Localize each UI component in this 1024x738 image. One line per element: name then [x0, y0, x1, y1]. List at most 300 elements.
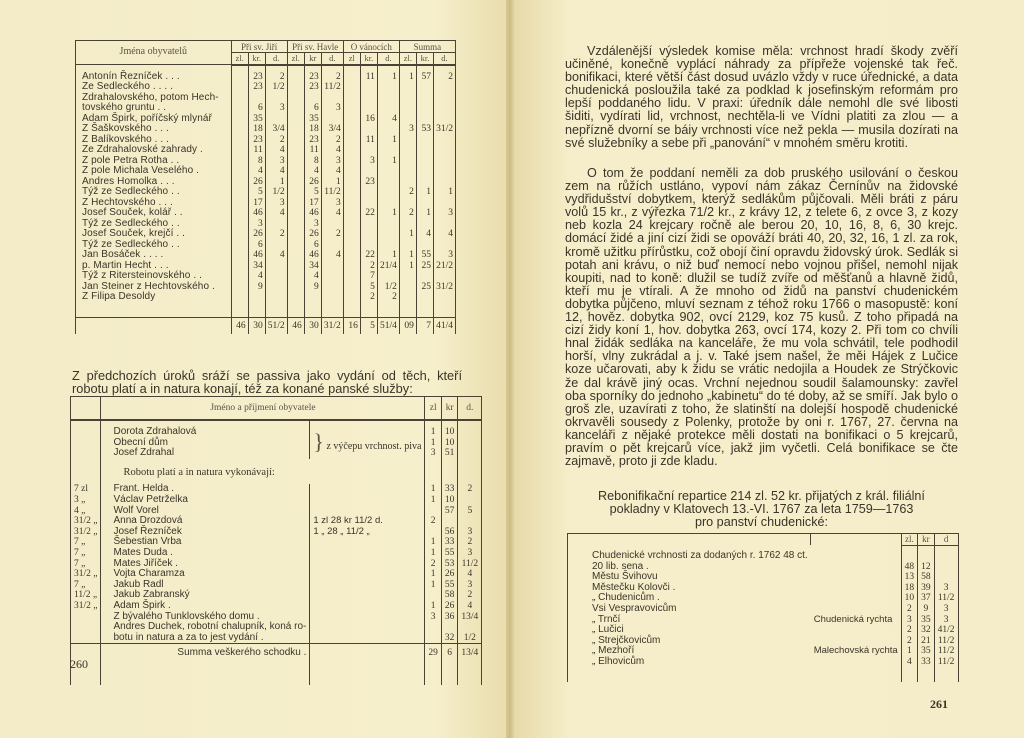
amount-cell: 23 — [304, 65, 321, 83]
amount-cell: 18 — [248, 124, 265, 135]
amount-d: 1/2 — [458, 633, 482, 644]
resident-name: Týž z Ritersteinovského . . — [76, 271, 232, 282]
amount-cell — [287, 156, 304, 167]
header-name: Jména obyvatelů — [76, 41, 232, 65]
amount-cell — [231, 135, 248, 146]
amount-cell: 1/2 — [265, 187, 287, 198]
amount-cell — [360, 103, 377, 114]
summa-cell — [433, 219, 455, 230]
summa-cell — [399, 177, 416, 188]
tail-cell — [101, 663, 310, 685]
summa-cell: 3 — [399, 124, 416, 135]
summa-cell — [416, 219, 433, 230]
summa-cell: 1 — [416, 208, 433, 219]
amount-kr: 9 — [918, 604, 935, 615]
amount-cell — [360, 240, 377, 251]
summa-cell — [399, 166, 416, 177]
amount-zl: 3 — [901, 615, 918, 626]
row-note — [310, 559, 425, 570]
amount-kr: 58 — [918, 572, 935, 583]
section-title: Robotu platí a in natura vykonávají: — [101, 459, 425, 485]
summa-cell: 57 — [416, 65, 433, 83]
summa-cell — [433, 114, 455, 125]
table-row — [76, 271, 456, 282]
amount-cell: 11 — [360, 135, 377, 146]
amount-cell — [360, 93, 377, 104]
amount-kr: 26 — [441, 601, 458, 612]
amount-cell — [231, 229, 248, 240]
robot-amount — [71, 622, 101, 633]
amount-zl — [425, 506, 442, 517]
rychta-note — [811, 593, 901, 604]
total-cell: 30 — [248, 317, 265, 334]
amount-cell — [231, 156, 248, 167]
amount-cell — [287, 208, 304, 219]
amount-cell — [377, 177, 399, 188]
resident-name: p. Martin Hecht . . . — [76, 261, 232, 272]
amount-cell: 18 — [304, 124, 321, 135]
amount-cell — [231, 177, 248, 188]
amount-d: 11/2 — [934, 636, 958, 647]
tail-row — [71, 663, 482, 685]
amount-cell — [304, 93, 321, 104]
spacer-cell — [360, 303, 377, 318]
amount-zl: 2 — [425, 516, 442, 527]
amount-cell — [360, 229, 377, 240]
amount-cell: 46 — [248, 250, 265, 261]
amount-cell — [343, 114, 360, 125]
table-row — [71, 601, 482, 612]
amount-cell — [287, 114, 304, 125]
amount-zl: 13 — [901, 572, 918, 583]
summa-cell — [433, 156, 455, 167]
totals-label — [76, 317, 232, 334]
residents-table — [75, 40, 456, 334]
resident-name: Josef Souček, kolář . . — [76, 208, 232, 219]
header-name: Jméno a příjmení obyvatele — [101, 397, 425, 421]
amount-d: 3 — [934, 583, 958, 594]
paragraph-2: O tom že poddaní neměli za dob pruského usilování o českou zem na růžích ustláno, vypoví nám zákaz Černínův na židovské vydřidušství dobytkem, kterýž sedlákům půjčovali. Měli bráti z páru volů 15 kr., z výřezka 71/2 kr., z krávy 12, z telete 6, z ovce 3, z kozy neb kozla 24 krejcary ročně ale berou 20, 10, 16, 8, 6, 30 krejc. domácí židé a jiní cizí židi se opováží bráti 40, 20, 32, 16, 1 zl. za rok, kromě užitku přírůstku, což obojí činí opravdu židovský úrok. Sedlák si potah ani krávu, o niž buď nemocí nebo vojnou přišel, nemohl nijak koupiti, nad to koně: dlužil se tudíž zvíře od měšťanů a hlavně židů, kteří mu je vtírali. A že mnoho od židů na panství chudenickém dobytka půjčeno, mluví seznam z téhož roku 1766 o masopustě: koní 12, hověz. dobytka 902, ovcí 2129, koz 75 kusů. Z toho připadá na cizí židy koní 1, hov. dobytka 263, ovcí 174, kozy 2. Při tom co chvíli hnal židák sedláka na kanceláře, že mu vola schvátil, tele podhodil horší, vlny zukrádal a j. v. Také jsem našel, že měi Hájek z Lučice koze učarovati, aby k židu se vrátic nedojila a Houdek ze Strýčkovic že dal krávě jiný ocas. Vrchní nejednou soudil šalamounsky: zavřel oba sporníky do jednoho „kabinetu“ do té doby, až se smíří. Jak bylo o groš zle, uzavírati z toho, že slatinští na dolejší hospodě chudenické okrvavěli sousedy z Polenky, protože by oni r. 1767, 27. června na kanceláři z nějaké protekce měli dostati na bonifikaci o 5 krejcarů, pravím o pět krejcarů více, jakž jim vyčetli. Celá bonifikace se čte zajmavě, proto ji zde kladu. — [565, 166, 958, 469]
summa-cell: 3 — [433, 250, 455, 261]
amount-kr: 37 — [918, 593, 935, 604]
summa-cell — [399, 198, 416, 209]
amount-d — [934, 545, 958, 562]
header-amount-col — [71, 397, 101, 421]
amount-cell — [287, 65, 304, 83]
amount-cell: 4 — [265, 166, 287, 177]
amount-d: 3 — [458, 548, 482, 559]
robot-amount: 31/2 „ — [71, 601, 101, 612]
amount-cell — [287, 187, 304, 198]
table-row — [568, 657, 959, 682]
summa-cell — [416, 82, 433, 93]
amount-cell: 46 — [304, 250, 321, 261]
total-cell: 46 — [287, 317, 304, 334]
robot-amount: 11/2 „ — [71, 590, 101, 601]
amount-cell — [231, 250, 248, 261]
spacer-cell — [287, 303, 304, 318]
amount-cell — [377, 271, 399, 282]
amount-cell — [231, 240, 248, 251]
amount-cell: 46 — [304, 208, 321, 219]
amount-cell — [287, 177, 304, 188]
resident-name: Jan Bosáček . . . . — [76, 250, 232, 261]
row-note — [310, 495, 425, 506]
amount-cell — [343, 292, 360, 303]
recipient-name: Městu Švihovu — [568, 572, 811, 583]
amount-cell — [304, 292, 321, 303]
resident-name: Jan Steiner z Hechtovského . — [76, 282, 232, 293]
header-unit: kr — [304, 53, 321, 65]
summa-cell — [399, 240, 416, 251]
amount-cell: 26 — [304, 229, 321, 240]
resident-name: Týž ze Sedleckého . . — [76, 240, 232, 251]
person-name: Wolf Vorel — [101, 506, 310, 517]
spacer-cell — [76, 303, 232, 318]
resident-name: Ze Zdrahalovské zahrady . — [76, 145, 232, 156]
amount-cell: 8 — [304, 156, 321, 167]
amount-zl: 1 — [901, 646, 918, 657]
amount-zl — [425, 590, 442, 601]
amount-cell: 3/4 — [265, 124, 287, 135]
beer-name: Obecní dům — [113, 436, 168, 448]
residents-body — [76, 65, 456, 335]
table-row — [76, 292, 456, 303]
amount-cell: 2 — [265, 229, 287, 240]
amount-cell: 4 — [304, 271, 321, 282]
amount-cell: 23 — [304, 82, 321, 93]
sum-row — [71, 644, 482, 663]
amount-d: 4 — [458, 601, 482, 612]
amount-cell: 26 — [304, 177, 321, 188]
amount-cell — [231, 292, 248, 303]
amount-zl — [901, 545, 918, 562]
amount-cell: 6 — [248, 240, 265, 251]
summa-cell — [399, 219, 416, 230]
table-row — [76, 82, 456, 93]
amount-cell: 1 — [377, 208, 399, 219]
robot-amount — [71, 612, 101, 623]
recipient-name: Chudenické vrchnosti za dodaných r. 1762 48 ct. — [568, 545, 811, 562]
spacer-cell — [321, 303, 343, 318]
table-row — [76, 124, 456, 135]
recipient-name: „ Chudenicům . — [568, 593, 811, 604]
amount-cell — [287, 166, 304, 177]
amount-cell — [287, 93, 304, 104]
row-note — [310, 580, 425, 591]
amount-cell: 3 — [321, 103, 343, 114]
amount-cell — [287, 240, 304, 251]
row-note — [310, 484, 425, 495]
amount-cell: 1 — [377, 135, 399, 146]
amount-cell: 35 — [248, 114, 265, 125]
header-unit: zl. — [231, 53, 248, 65]
beer-group-row — [71, 420, 482, 459]
beer-kr: 10 — [444, 437, 455, 448]
amount-cell — [343, 82, 360, 93]
beer-name: Josef Zdrahal — [113, 447, 175, 459]
amount-cell — [377, 166, 399, 177]
amount-cell: 17 — [304, 198, 321, 209]
amount-d: 3 — [458, 580, 482, 591]
amount-cell — [287, 124, 304, 135]
header-kr: kr — [441, 397, 458, 421]
summa-cell — [416, 271, 433, 282]
summa-cell: 2 — [399, 208, 416, 219]
amount-cell — [360, 145, 377, 156]
amount-cell — [377, 240, 399, 251]
recipient-name: Městečku Kolovči . — [568, 583, 811, 594]
amount-cell — [343, 103, 360, 114]
tail-cell — [441, 663, 458, 685]
header-group-summa: Summa — [399, 41, 455, 53]
amount-zl: 1 — [425, 537, 442, 548]
amount-cell — [265, 271, 287, 282]
summa-cell — [416, 135, 433, 146]
tail-cell — [425, 663, 442, 685]
amount-cell: 11 — [248, 145, 265, 156]
resident-name: Z pole Michala Veselého . — [76, 166, 232, 177]
summa-cell — [433, 145, 455, 156]
amount-kr: 32 — [918, 625, 935, 636]
amount-cell — [377, 198, 399, 209]
total-cell: 51/2 — [265, 317, 287, 334]
summa-cell: 4 — [416, 229, 433, 240]
amount-cell — [231, 282, 248, 293]
row-note — [310, 537, 425, 548]
amount-cell: 46 — [248, 208, 265, 219]
amount-kr: 26 — [441, 569, 458, 580]
amount-kr — [918, 545, 935, 562]
amount-d: 3 — [934, 615, 958, 626]
total-cell: 16 — [343, 317, 360, 334]
summa-cell: 53 — [416, 124, 433, 135]
amount-cell: 5 — [360, 282, 377, 293]
amount-kr: 35 — [918, 615, 935, 626]
table-row — [76, 187, 456, 198]
spacer-cell — [416, 303, 433, 318]
header-unit: zl. — [399, 53, 416, 65]
amount-cell: 4 — [321, 250, 343, 261]
resident-name: Zdrahalovského, potom Hech- — [76, 93, 232, 104]
person-name: Frant. Helda . — [101, 484, 310, 495]
person-name: Mates Jiříček . — [101, 559, 310, 570]
summa-cell — [399, 292, 416, 303]
amount-d: 13/4 — [458, 612, 482, 623]
header-unit: d. — [321, 53, 343, 65]
robot-amount: 31/2 „ — [71, 527, 101, 538]
amount-cell — [231, 261, 248, 272]
person-name: Andres Duchek, robotní chalupník, koná ro- — [101, 622, 310, 633]
amount-cell: 23 — [304, 135, 321, 146]
amount-cell — [360, 187, 377, 198]
amount-cell: 6 — [304, 240, 321, 251]
beer-kr: 10 — [444, 427, 455, 437]
amount-kr — [441, 516, 458, 527]
spacer-cell — [231, 303, 248, 318]
total-cell: 41/4 — [433, 317, 455, 334]
amount-cell: 3 — [304, 219, 321, 230]
amount-cell — [287, 271, 304, 282]
amount-cell — [265, 282, 287, 293]
header-unit: d. — [265, 53, 287, 65]
amount-cell — [343, 229, 360, 240]
amount-cell — [287, 261, 304, 272]
amount-cell — [343, 93, 360, 104]
summa-cell: 21/2 — [433, 261, 455, 272]
amount-kr: 33 — [441, 484, 458, 495]
summa-cell: 3 — [433, 208, 455, 219]
amount-kr: 35 — [918, 646, 935, 657]
header-zl: zl — [425, 397, 442, 421]
summa-cell: 31/2 — [433, 282, 455, 293]
resident-name: tovského gruntu . . — [76, 103, 232, 114]
amount-cell — [343, 65, 360, 83]
summa-cell — [399, 114, 416, 125]
amount-kr — [441, 622, 458, 633]
amount-cell — [265, 261, 287, 272]
amount-cell — [377, 219, 399, 230]
amount-zl: 2 — [901, 636, 918, 647]
row-note — [310, 590, 425, 601]
total-cell: 09 — [399, 317, 416, 334]
summa-cell — [433, 103, 455, 114]
amount-kr: 56 — [441, 527, 458, 538]
summa-cell: 1 — [399, 65, 416, 83]
summa-cell: 1 — [399, 229, 416, 240]
table-row — [71, 495, 482, 506]
resident-name: Josef Souček, krejčí . . — [76, 229, 232, 240]
recipient-name: „ Mezhoří — [568, 646, 811, 657]
sum-spacer — [310, 644, 425, 663]
recipient-name: „ Lučici — [568, 625, 811, 636]
table-caption — [565, 490, 958, 530]
table-row — [76, 166, 456, 177]
amount-d: 3 — [934, 604, 958, 615]
amount-cell: 26 — [248, 177, 265, 188]
amount-cell: 11 — [304, 145, 321, 156]
row-note: 1 zl 28 kr 11/2 d. — [310, 516, 425, 527]
table-row — [568, 604, 959, 615]
rebonification-table — [567, 533, 959, 682]
header-kr: kr — [918, 534, 935, 546]
amount-cell: 16 — [360, 114, 377, 125]
amount-cell: 21/4 — [377, 261, 399, 272]
amount-kr: 53 — [441, 559, 458, 570]
amount-cell: 7 — [360, 271, 377, 282]
table-row — [76, 145, 456, 156]
summa-cell: 25 — [416, 261, 433, 272]
person-name: Josef Řezníček — [101, 527, 310, 538]
amount-cell: 3 — [321, 198, 343, 209]
table-row — [76, 250, 456, 261]
table-row — [568, 615, 959, 626]
summa-cell — [433, 198, 455, 209]
amount-kr: 33 — [441, 537, 458, 548]
amount-cell — [377, 93, 399, 104]
summa-cell: 1 — [399, 250, 416, 261]
rychta-note: Malechovská rychta — [811, 646, 901, 657]
header-d: d — [934, 534, 958, 546]
rychta-note — [811, 545, 901, 562]
spacer-cell — [304, 303, 321, 318]
caption-line: pro panství chudenické: — [694, 515, 828, 530]
amount-cell: 22 — [360, 250, 377, 261]
summa-cell: 1 — [399, 261, 416, 272]
robot-amount: 7 „ — [71, 559, 101, 570]
header-unit: d. — [433, 53, 455, 65]
amount-zl: 10 — [901, 593, 918, 604]
amount-cell — [321, 240, 343, 251]
rychta-note: Chudenická rychta — [811, 615, 901, 626]
amount-kr: 57 — [441, 506, 458, 517]
amount-cell — [343, 219, 360, 230]
summa-cell — [416, 93, 433, 104]
amount-cell: 3 — [321, 156, 343, 167]
summa-cell — [416, 198, 433, 209]
amount-d — [458, 495, 482, 506]
amount-d: 3 — [458, 527, 482, 538]
summa-cell — [416, 177, 433, 188]
amount-cell: 2 — [321, 135, 343, 146]
resident-name: Z Hechtovského . . . — [76, 198, 232, 209]
summa-cell — [399, 82, 416, 93]
amount-cell: 4 — [265, 250, 287, 261]
spacer-cell — [399, 303, 416, 318]
amount-d: 11/2 — [934, 646, 958, 657]
amount-cell — [360, 124, 377, 135]
amount-cell: 26 — [248, 229, 265, 240]
amount-cell — [287, 292, 304, 303]
amount-kr: 55 — [441, 548, 458, 559]
amount-cell: 2 — [265, 65, 287, 83]
row-note — [310, 569, 425, 580]
recipient-name: 20 lib. sena . — [568, 562, 811, 573]
table-row — [76, 65, 456, 83]
amount-cell: 3 — [265, 156, 287, 167]
summa-cell: 1 — [416, 187, 433, 198]
row-note — [310, 612, 425, 623]
row-note — [310, 601, 425, 612]
amount-cell — [343, 208, 360, 219]
summa-cell — [399, 93, 416, 104]
rychta-note — [811, 572, 901, 583]
amount-d: 2 — [458, 590, 482, 601]
amount-kr: 39 — [918, 583, 935, 594]
rychta-note — [811, 562, 901, 573]
row-note — [310, 548, 425, 559]
amount-d: 41/2 — [934, 625, 958, 636]
header-group-vanoce: O vánocích — [343, 41, 399, 53]
amount-zl: 18 — [901, 583, 918, 594]
amount-d: 2 — [458, 537, 482, 548]
tail-cell — [458, 663, 482, 685]
amount-cell — [343, 187, 360, 198]
amount-cell — [321, 282, 343, 293]
summa-cell — [416, 166, 433, 177]
amount-cell: 1 — [321, 177, 343, 188]
amount-cell: 9 — [248, 282, 265, 293]
summa-cell — [433, 292, 455, 303]
person-name: Vojta Charamza — [101, 569, 310, 580]
amount-zl: 1 — [425, 580, 442, 591]
table-row — [71, 548, 482, 559]
amount-cell — [360, 166, 377, 177]
amount-cell: 17 — [248, 198, 265, 209]
amount-cell: 2 — [321, 65, 343, 83]
amount-cell: 4 — [377, 114, 399, 125]
summa-cell — [399, 145, 416, 156]
